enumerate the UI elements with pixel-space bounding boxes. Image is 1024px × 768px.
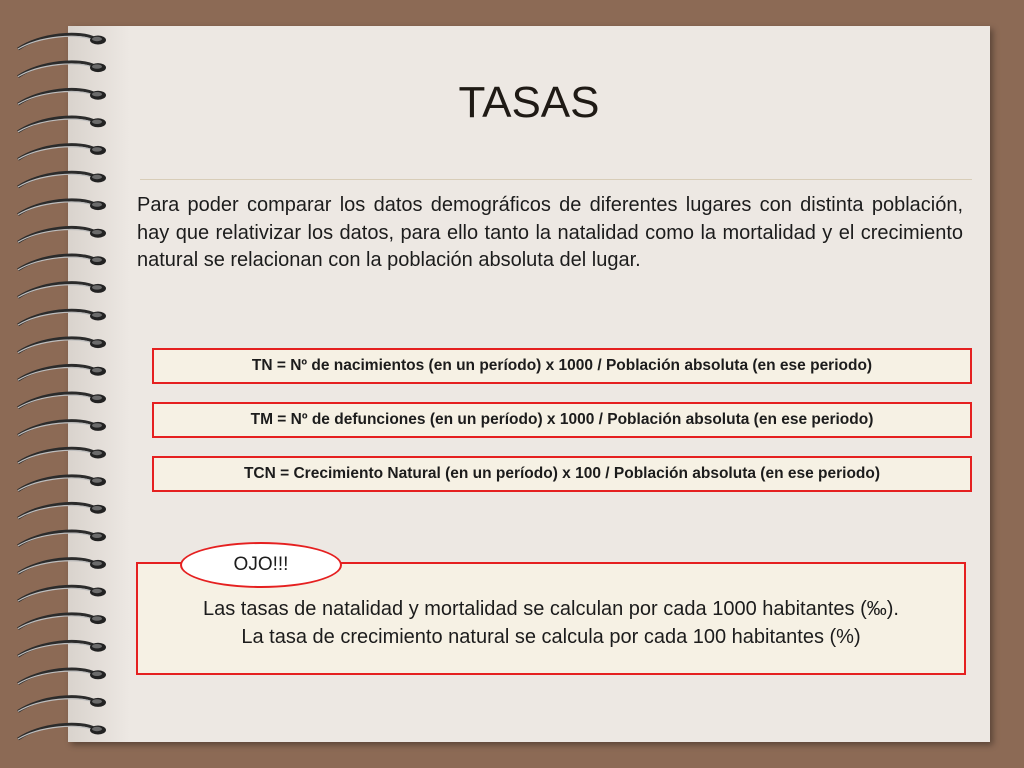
ojo-callout: OJO!!! [180, 542, 342, 588]
formula-tcn: TCN = Crecimiento Natural (en un período) x 100 / Población absoluta (en ese periodo) [152, 456, 972, 492]
formula-tn: TN = Nº de nacimientos (en un período) x 1000 / Población absoluta (en ese periodo) [152, 348, 972, 384]
title-divider [140, 179, 972, 180]
formula-tm: TM = Nº de defunciones (en un período) x 1000 / Población absoluta (en ese periodo) [152, 402, 972, 438]
note-line-1: Las tasas de natalidad y mortalidad se calculan por cada 1000 habitantes (‰). [203, 598, 899, 620]
note-text [136, 595, 966, 651]
slide-title: TASAS [458, 78, 600, 127]
note-line-2: La tasa de crecimiento natural se calcula por cada 100 habitantes (%) [241, 626, 861, 648]
intro-paragraph: Para poder comparar los datos demográficos de diferentes lugares con distinta población, hay que relativizar los datos, para ello tanto la natalidad como la mortalidad y el crecimiento natural se relacionan con la población absoluta del lugar. [137, 194, 963, 271]
